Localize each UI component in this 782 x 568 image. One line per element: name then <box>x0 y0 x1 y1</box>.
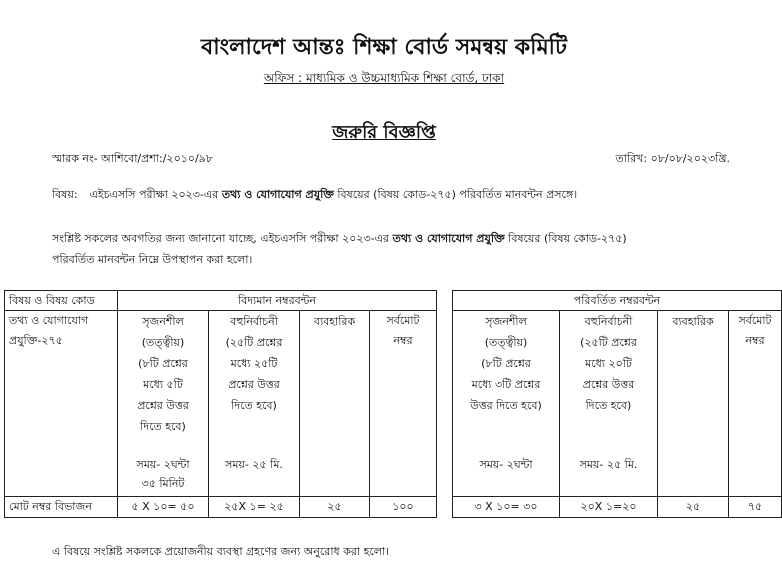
subject-text-bold: তথ্য ও যোগাযোগ প্রযুক্তি <box>221 188 334 201</box>
subject-label: বিষয়: <box>52 188 78 201</box>
footer-request: এ বিষয়ে সংশ্লিষ্ট সকলকে প্রয়োজনীয় ব্যবস্থা গ্রহণের জন্য অনুরোধ করা হলো। <box>52 545 390 558</box>
revised-total-practical: ২৫ <box>657 496 729 518</box>
subject-name-cell <box>4 310 118 497</box>
existing-mcq-cell <box>208 310 300 497</box>
existing-total-mcq: ২৫X ১= ২৫ <box>208 496 300 518</box>
revised-header-cell: পরিবর্তিত নম্বরবন্টন <box>452 290 782 311</box>
memo-number: স্মারক নং- আশিবো/প্রশা:/২০১০/৯৮ <box>52 152 213 165</box>
office-line: অফিস : মাধ্যমিক ও উচ্চমাধ্যমিক শিক্ষা বোর্ড, ঢাকা <box>263 71 505 85</box>
existing-header-cell: বিদ্যমান নম্বরবন্টন <box>117 290 437 311</box>
total-row-label: মোট নম্বর বিভাজন <box>4 496 118 518</box>
revised-total-sum: ৭৫ <box>728 496 782 518</box>
subject-name-text: তথ্য ও যোগাযোগ প্রযুক্তি-২৭৫ <box>9 314 89 347</box>
existing-total-cell <box>369 310 437 497</box>
notice-title: জরুরি বিজ্ঞপ্তি <box>332 122 436 143</box>
existing-total-creative: ৫ X ১০= ৫০ <box>117 496 209 518</box>
body-text-bold: তথ্য ও যোগাযোগ প্রযুক্তি <box>392 232 505 245</box>
subject-text-pre: এইচএসসি পরীক্ষা ২০২৩-এর <box>89 188 222 201</box>
notice-date: তারিখ: ০৮/০৮/২০২৩খ্রি. <box>615 152 730 165</box>
revised-mcq-text: বহুনির্বাচনী (২৫টি প্রশ্নের মধ্যে ২০টি প্রশ্নের উত্তর দিতে হবে) <box>580 315 637 412</box>
revised-mcq-cell <box>559 310 658 497</box>
revised-total-creative: ৩ X ১০= ৩০ <box>452 496 560 518</box>
existing-mcq-time: সময়- ২৫ মি. <box>225 458 283 471</box>
body-text-post: বিষয়ের (বিষয় কোড-২৭৫) <box>504 232 627 245</box>
existing-creative-text: সৃজনশীল (তত্ত্বীয়) (৮টি প্রশ্নের মধ্যে ৫টি প্রশ্নের উত্তর দিতে হবে) <box>137 315 189 433</box>
board-title: বাংলাদেশ আন্তঃ শিক্ষা বোর্ড সমন্বয় কমিটি <box>201 34 567 60</box>
body-line-2: পরিবর্তিত মানবন্টন নিম্নে উপস্থাপন করা হলো। <box>52 253 253 266</box>
existing-mcq-text: বহুনির্বাচনী (২৫টি প্রশ্নের মধ্যে ২৫টি প্রশ্নের উত্তর দিতে হবে) <box>225 315 283 412</box>
revised-mcq-time: সময়- ২৫ মি. <box>579 458 638 471</box>
subject-text-post: বিষয়ের (বিষয় কোড-২৭৫) পরিবর্তিত মানবন্টন প্রসঙ্গে। <box>333 188 578 201</box>
revised-total-cell <box>728 310 782 497</box>
revised-practical-cell <box>657 310 729 497</box>
existing-total-sum: ১০০ <box>369 496 437 518</box>
revised-creative-time: সময়- ২ঘন্টা <box>479 458 533 471</box>
existing-practical-text: ব্যবহারিক <box>313 315 356 328</box>
body-line-1 <box>52 230 627 249</box>
body-text-pre: সংশ্লিষ্ট সকলের অবগতির জন্য জানানো যাচ্ছে, এইচএসসি পরীক্ষা ২০২৩-এর <box>52 232 393 245</box>
revised-creative-cell <box>452 310 560 497</box>
existing-practical-cell <box>299 310 370 497</box>
subject-line <box>52 186 577 205</box>
subject-header-cell: বিষয় ও বিষয় কোড <box>4 290 118 311</box>
existing-total-practical: ২৫ <box>299 496 370 518</box>
revised-practical-text: ব্যবহারিক <box>672 315 714 328</box>
existing-creative-time: সময়- ২ঘন্টা ৩৫ মিনিট <box>136 458 190 490</box>
existing-creative-cell <box>117 310 209 497</box>
existing-total-text: সর্বমোট নম্বর <box>386 314 420 347</box>
revised-total-text: সর্বমোট নম্বর <box>738 314 772 347</box>
revised-total-mcq: ২০X ১=২০ <box>559 496 658 518</box>
revised-creative-text: সৃজনশীল (তত্ত্বীয়) (৮টি প্রশ্নের মধ্যে ৩টি প্রশ্নের উত্তর দিতে হবে) <box>470 315 542 412</box>
